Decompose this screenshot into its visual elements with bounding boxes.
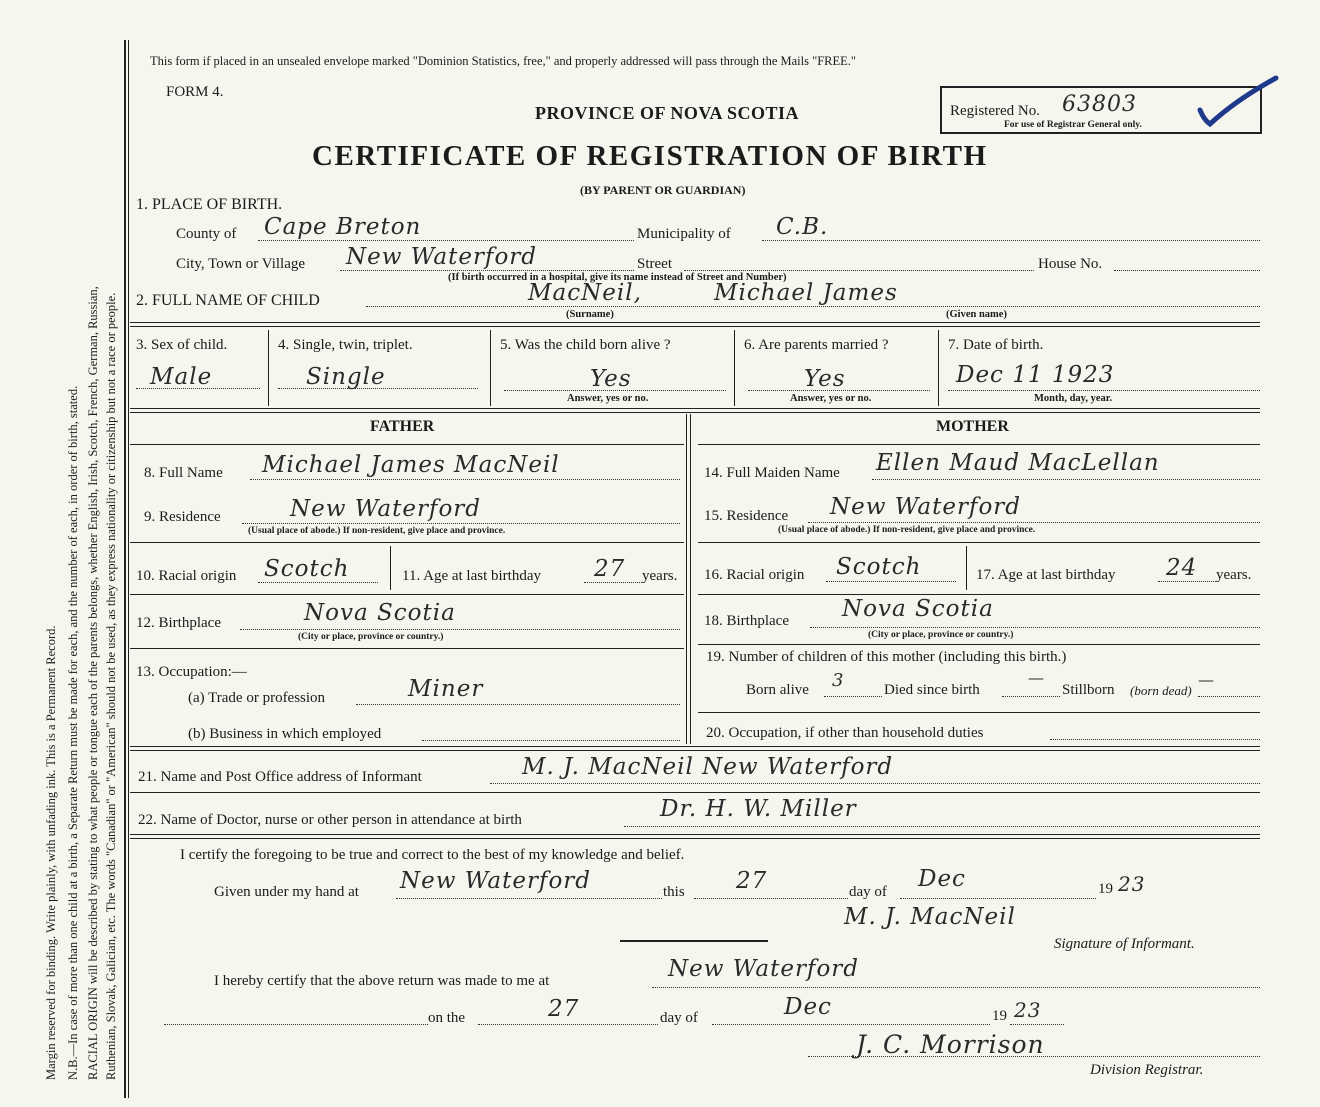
column-divider <box>268 330 269 406</box>
father-occupation-label: 13. Occupation:— <box>136 664 247 680</box>
stillborn-value: — <box>1198 670 1215 689</box>
informant-line <box>490 783 1260 784</box>
binding-rule <box>124 40 126 1098</box>
column-divider <box>938 330 939 406</box>
certification-statement: I certify the foregoing to be true and correct to the best of my knowledge and belief. <box>180 847 685 863</box>
father-name-line <box>250 479 680 480</box>
given-at-label: Given under my hand at <box>214 884 359 900</box>
column-divider <box>966 546 967 590</box>
father-birthplace-caption: (City or place, province or country.) <box>298 632 444 642</box>
mother-occupation-line <box>1050 739 1260 740</box>
father-age-value: 27 <box>594 556 626 582</box>
city-label: City, Town or Village <box>176 256 306 272</box>
father-racial-line <box>258 582 378 583</box>
mother-birthplace-caption: (City or place, province or country.) <box>868 630 1014 640</box>
mother-birthplace-line <box>810 627 1260 628</box>
margin-note-multiple-births: N.B.—In case of more than one child at a birth, a Separate Return must be made for each, and the number of each, in order of birth, stated. <box>66 385 80 1080</box>
given-at-value: New Waterford <box>400 868 592 894</box>
margin-note-binding: Margin reserved for binding. Write plainly, with unfading ink. This is a Permanent Record. <box>44 625 58 1080</box>
mother-racial-label: 16. Racial origin <box>704 567 805 583</box>
mother-racial-value: Scotch <box>836 554 922 580</box>
mother-residence-value: New Waterford <box>830 494 1022 520</box>
this-label: this <box>663 884 685 900</box>
certificate-subtitle: (BY PARENT OR GUARDIAN) <box>580 183 746 197</box>
registrar-year-prefix: 19 <box>992 1008 1007 1024</box>
stillborn-label: Stillborn <box>1062 682 1115 698</box>
stillborn-line <box>1198 696 1260 697</box>
father-birthplace-line <box>240 629 680 630</box>
city-value: New Waterford <box>346 244 538 270</box>
rule <box>698 542 1260 543</box>
this-day-line <box>694 898 848 899</box>
mother-residence-line <box>808 522 1260 523</box>
mother-residence-caption: (Usual place of abode.) If non-resident, give place and province. <box>778 525 1036 535</box>
doctor-line <box>624 826 1260 827</box>
registrar-place-value: New Waterford <box>668 956 860 982</box>
postage-notice: This form if placed in an unsealed envelope marked "Dominion Statistics, free," and properly addressed will pass through the Mails "FREE." <box>150 54 857 68</box>
city-line <box>340 270 634 271</box>
column-divider <box>390 546 391 590</box>
born-alive-label: 5. Was the child born alive ? <box>500 337 671 353</box>
mother-name-label: 14. Full Maiden Name <box>704 465 840 481</box>
column-divider <box>734 330 735 406</box>
registrar-year-line <box>1010 1024 1064 1025</box>
registrar-signature-line <box>808 1056 1260 1057</box>
sex-value: Male <box>150 364 213 390</box>
informant-signature-caption: Signature of Informant. <box>1054 936 1195 952</box>
place-of-birth-heading: 1. PLACE OF BIRTH. <box>136 196 283 213</box>
month-value: Dec <box>918 866 966 892</box>
father-racial-value: Scotch <box>264 556 350 582</box>
mother-heading: MOTHER <box>936 418 1009 435</box>
mother-name-line <box>872 479 1260 480</box>
date-of-birth-value: Dec 11 1923 <box>956 362 1115 388</box>
rule <box>130 648 684 649</box>
trade-value: Miner <box>408 676 484 702</box>
rule <box>620 940 768 942</box>
registered-number: 63803 <box>1062 92 1137 117</box>
informant-label: 21. Name and Post Office address of Informant <box>138 769 422 785</box>
died-since-birth-line <box>1002 696 1060 697</box>
mother-name-value: Ellen Maud MacLellan <box>876 450 1160 476</box>
father-age-label: 11. Age at last birthday <box>402 568 541 584</box>
municipality-value: C.B. <box>776 214 829 240</box>
rule <box>130 408 1260 409</box>
date-of-birth-line <box>948 390 1260 391</box>
division-registrar-caption: Division Registrar. <box>1090 1062 1204 1078</box>
registrar-year-suffix: 23 <box>1014 998 1042 1022</box>
year-suffix: 23 <box>1118 872 1146 896</box>
doctor-value: Dr. H. W. Miller <box>660 796 857 822</box>
registrar-place-line <box>652 987 1260 988</box>
trade-label: (a) Trade or profession <box>188 690 326 706</box>
registrar-only-note: For use of Registrar General only. <box>1004 120 1142 130</box>
margin-note-racial-origin-2: Ruthenian, Slovak, Galician, etc. The words "Canadian" or "American" should not be used, as they express nationality or citizenship but not a race or people. <box>104 292 118 1080</box>
mother-occupation-label: 20. Occupation, if other than household duties <box>706 725 984 741</box>
born-alive-count-line <box>824 696 882 697</box>
rule <box>130 838 1260 839</box>
doctor-label: 22. Name of Doctor, nurse or other person in attendance at birth <box>138 812 522 828</box>
mother-age-label: 17. Age at last birthday <box>976 567 1116 583</box>
date-of-birth-caption: Month, day, year. <box>1034 393 1113 404</box>
born-alive-count-value: 3 <box>832 670 845 691</box>
house-number-label: House No. <box>1038 256 1103 272</box>
father-birthplace-value: Nova Scotia <box>304 600 456 626</box>
registrar-day-of-label: day of <box>660 1010 698 1026</box>
mother-birthplace-label: 18. Birthplace <box>704 613 789 629</box>
trade-line <box>356 704 680 705</box>
rule <box>698 444 1260 445</box>
parents-married-label: 6. Are parents married ? <box>744 337 889 353</box>
child-name-label: 2. FULL NAME OF CHILD <box>136 292 320 309</box>
rule <box>130 542 684 543</box>
father-heading: FATHER <box>370 418 435 435</box>
father-residence-caption: (Usual place of abode.) If non-resident, give place and province. <box>248 526 506 536</box>
rule <box>130 412 1260 413</box>
given-name-caption: (Given name) <box>946 309 1007 320</box>
sex-label: 3. Sex of child. <box>136 337 228 353</box>
father-racial-label: 10. Racial origin <box>136 568 237 584</box>
father-residence-line <box>242 523 680 524</box>
mother-age-value: 24 <box>1166 555 1198 581</box>
father-years-label: years. <box>642 568 678 584</box>
rule <box>698 594 1260 595</box>
county-value: Cape Breton <box>264 214 422 240</box>
rule <box>130 322 1260 323</box>
plurality-label: 4. Single, twin, triplet. <box>278 337 413 353</box>
year-prefix: 19 <box>1098 881 1113 897</box>
form-number: FORM 4. <box>166 84 224 100</box>
on-the-label: on the <box>428 1010 466 1026</box>
registered-label: Registered No. <box>950 103 1040 119</box>
registrar-statement: I hereby certify that the above return was made to me at <box>214 973 550 989</box>
father-name-label: 8. Full Name <box>144 465 223 481</box>
this-day-value: 27 <box>736 868 768 894</box>
county-label: County of <box>176 226 237 242</box>
father-residence-label: 9. Residence <box>144 509 221 525</box>
informant-signature: M. J. MacNeil <box>844 904 1016 930</box>
day-of-label: day of <box>849 884 887 900</box>
margin-note-racial-origin-1: RACIAL ORIGIN will be described by stating to what people or tongue each of the parents belongs, whether English, Irish, Scotch, French, German, Russian, <box>86 286 100 1080</box>
rule <box>130 594 684 595</box>
child-name-line <box>366 306 1260 307</box>
registrar-day-value: 27 <box>548 996 580 1022</box>
rule <box>130 834 1260 835</box>
mother-age-line <box>1158 581 1216 582</box>
mother-residence-label: 15. Residence <box>704 508 789 524</box>
children-count-label: 19. Number of children of this mother (including this birth.) <box>706 649 1067 665</box>
rule <box>698 644 1260 645</box>
municipality-label: Municipality of <box>637 226 731 242</box>
born-alive-caption: Answer, yes or no. <box>567 393 649 404</box>
county-line <box>258 240 634 241</box>
died-since-birth-label: Died since birth <box>884 682 980 698</box>
parents-married-caption: Answer, yes or no. <box>790 393 872 404</box>
mother-racial-line <box>826 581 956 582</box>
rule <box>130 326 1260 327</box>
father-birthplace-label: 12. Birthplace <box>136 615 221 631</box>
rule <box>130 750 1260 751</box>
parents-married-value: Yes <box>804 366 846 392</box>
province-heading: PROVINCE OF NOVA SCOTIA <box>535 103 800 123</box>
business-line <box>422 740 680 741</box>
born-alive-value: Yes <box>590 366 632 392</box>
house-number-line <box>1114 270 1260 271</box>
rule <box>130 444 684 445</box>
municipality-line <box>762 240 1260 241</box>
father-age-line <box>584 582 642 583</box>
died-since-birth-value: — <box>1028 668 1045 687</box>
born-alive-count-label: Born alive <box>746 682 809 698</box>
rule <box>130 746 1260 747</box>
registrar-month-line <box>712 1024 990 1025</box>
child-surname-value: MacNeil, <box>528 280 642 306</box>
registrar-leading-line <box>164 1024 428 1025</box>
registrar-day-line <box>478 1024 658 1025</box>
month-line <box>900 898 1096 899</box>
business-label: (b) Business in which employed <box>188 726 382 742</box>
mother-years-label: years. <box>1216 567 1252 583</box>
parents-divider <box>686 414 687 744</box>
certificate-title: CERTIFICATE OF REGISTRATION OF BIRTH <box>312 140 988 172</box>
parents-divider <box>690 414 691 744</box>
binding-rule-inner <box>128 40 129 1098</box>
informant-value: M. J. MacNeil New Waterford <box>522 754 894 780</box>
column-divider <box>490 330 491 406</box>
plurality-value: Single <box>306 364 386 390</box>
stillborn-note: (born dead) <box>1130 683 1192 698</box>
registrar-month-value: Dec <box>784 994 832 1020</box>
mother-birthplace-value: Nova Scotia <box>842 596 994 622</box>
given-at-line <box>396 898 662 899</box>
surname-caption: (Surname) <box>566 309 614 320</box>
check-mark-icon <box>1196 74 1280 132</box>
street-line <box>684 270 1034 271</box>
child-given-name-value: Michael James <box>714 280 898 306</box>
father-name-value: Michael James MacNeil <box>262 452 560 478</box>
rule <box>698 712 1260 713</box>
rule <box>130 792 1260 793</box>
father-residence-value: New Waterford <box>290 496 482 522</box>
date-of-birth-label: 7. Date of birth. <box>948 337 1044 353</box>
street-label: Street <box>637 256 672 272</box>
registrar-signature: J. C. Morrison <box>856 1030 1045 1059</box>
hospital-note: (If birth occurred in a hospital, give its name instead of Street and Number) <box>448 272 787 283</box>
